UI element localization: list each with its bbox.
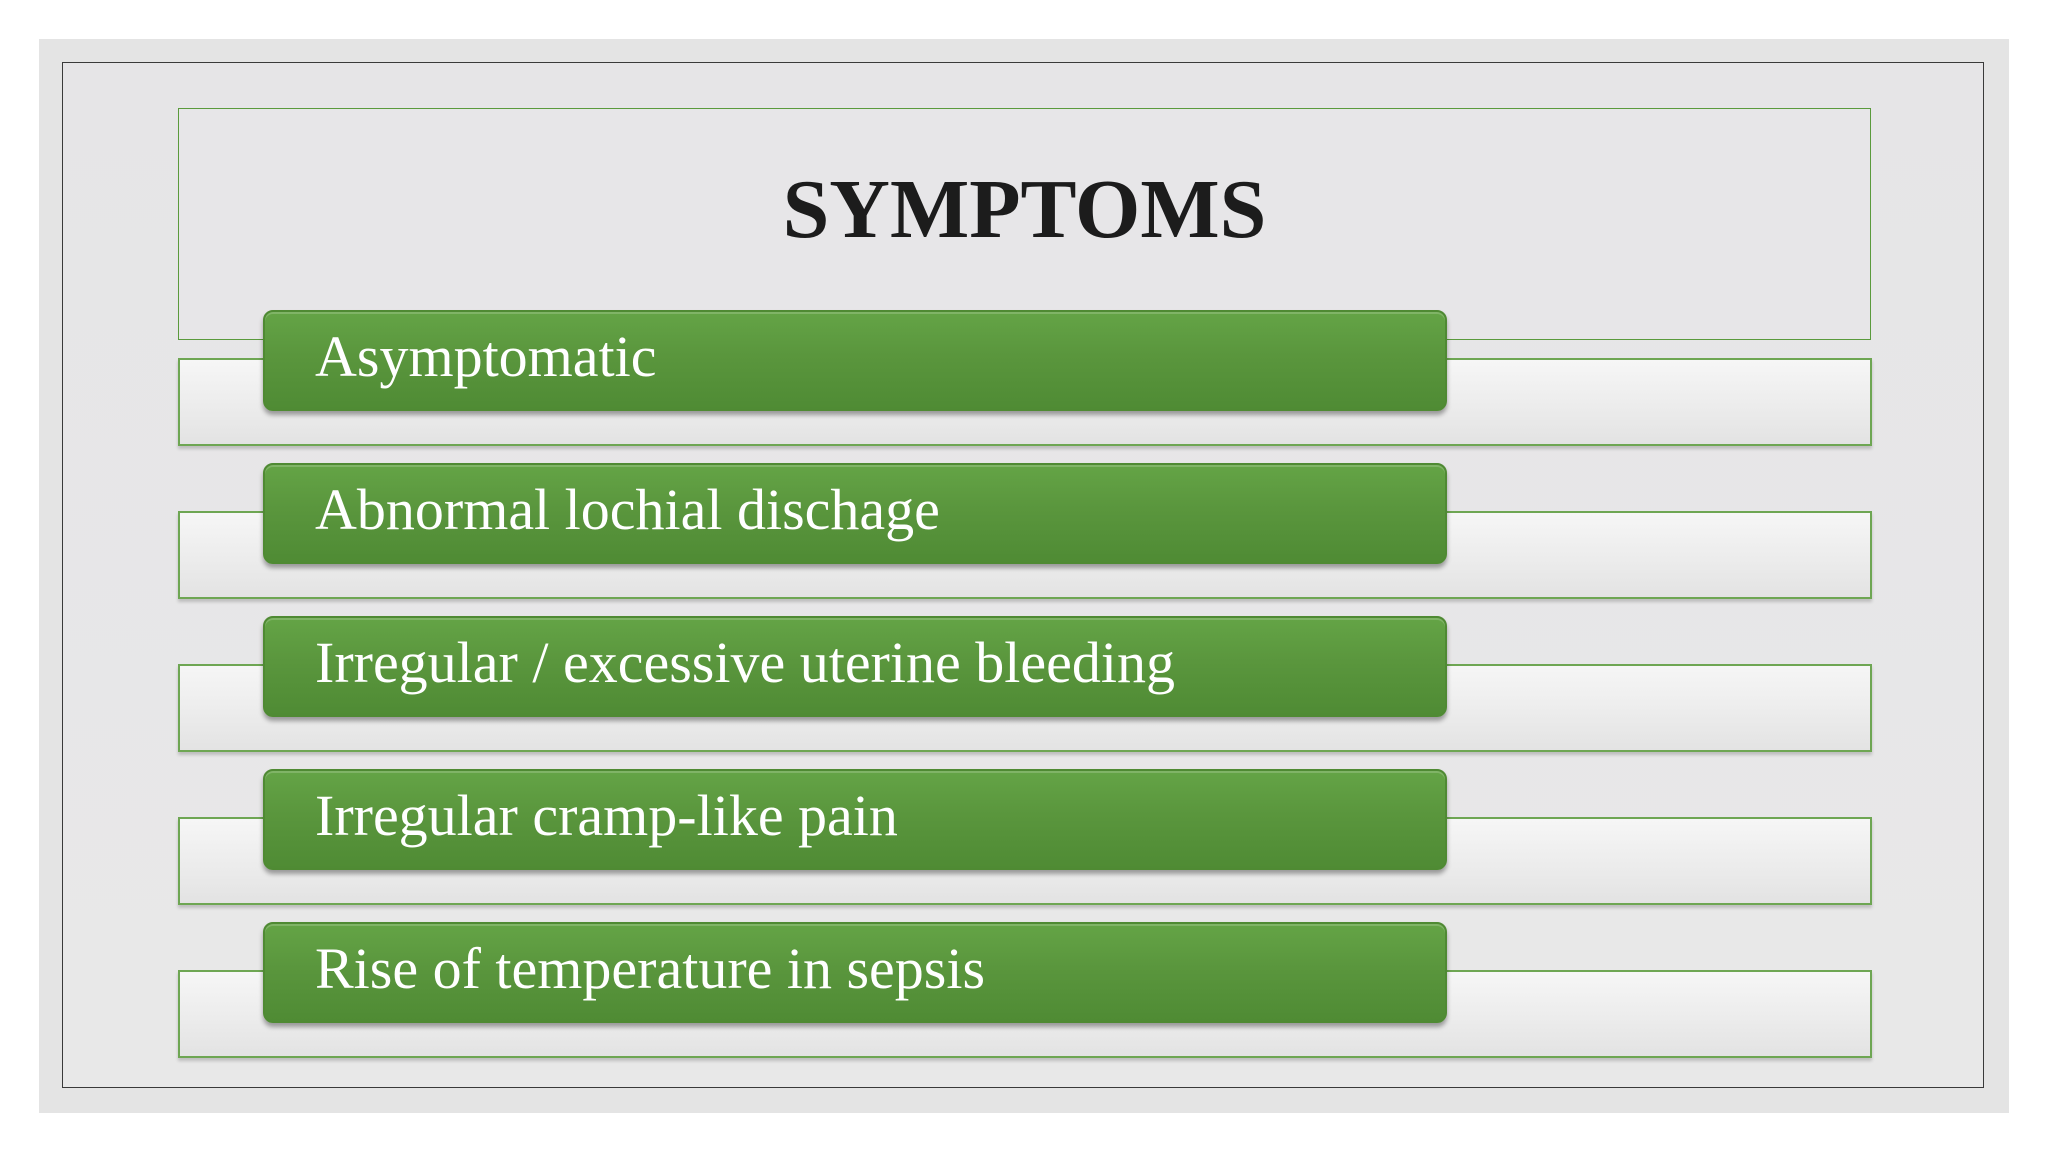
list-item xyxy=(263,616,1447,717)
list-item-label: Asymptomatic xyxy=(315,324,657,389)
list-item-label: Abnormal lochial dischage xyxy=(315,477,940,542)
list-item xyxy=(263,463,1447,564)
list-item-label: Irregular / excessive uterine bleeding xyxy=(315,630,1175,695)
list-item xyxy=(263,769,1447,870)
list-item-label: Rise of temperature in sepsis xyxy=(315,936,986,1001)
list-item xyxy=(263,310,1447,411)
slide-title: SYMPTOMS xyxy=(782,163,1267,256)
list-item-label: Irregular cramp-like pain xyxy=(315,783,898,848)
list-item xyxy=(263,922,1447,1023)
